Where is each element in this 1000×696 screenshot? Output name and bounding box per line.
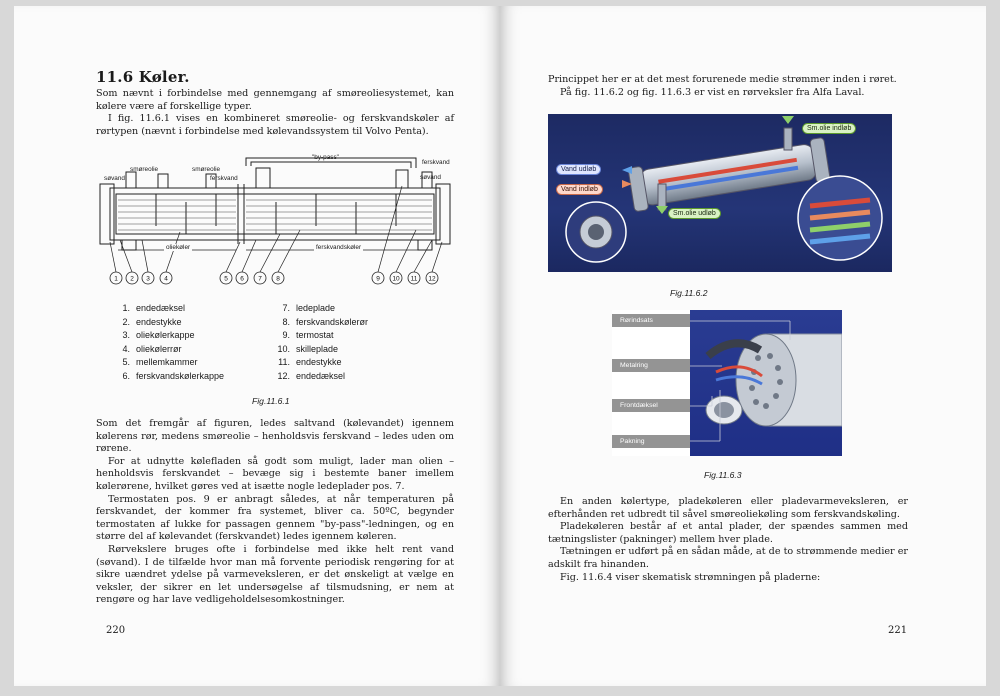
callout-label-5: 5: [224, 275, 228, 283]
figure-11-6-3: [612, 310, 842, 456]
list-item: 12. endedæksel: [277, 370, 346, 381]
body-paragraph-3: Termostaten pos. 9 er anbragt således, at når temperaturen på ferskvandet, der kommer fra systemet, bliver ca. 50ºC, begynder termostaten af lukke for passagen gennem "by-pass"-ledningen, og en større del af kølevandet (ferskvandet) ledes igennem køleren.: [96, 493, 454, 543]
callout-label-4: 4: [164, 275, 168, 283]
label-ferskvand-right: ferskvand: [422, 159, 450, 166]
left-intro: [96, 68, 454, 138]
callout-label-11: 11: [410, 275, 418, 283]
callout-label-10: 10: [392, 275, 400, 283]
list-item: 6. ferskvandskølerkappe: [122, 370, 225, 381]
section-heading: 11.6 Køler.: [96, 68, 190, 86]
cooler-schematic: [96, 154, 456, 292]
intro-paragraph-1: Som nævnt i forbindelse med gennemgang af smøreoliesystemet, kan kølere være af forskellige typer.: [96, 88, 454, 112]
label-oliekoler: oliekøler: [166, 244, 191, 251]
list-item: 8. ferskvandskølerør: [282, 316, 369, 327]
right-intro-paragraph-1: Princippet her er at det mest forurenede medie strømmer inden i røret.: [548, 74, 897, 85]
label-frontdaeksel: Frontdæksel: [612, 399, 690, 412]
label-by-pass: "by-pass": [312, 154, 339, 161]
left-body: [96, 418, 454, 607]
callout-label-1: 1: [114, 275, 118, 283]
right-body-paragraph-3: Tætningen er udført på en sådan måde, at de to strømmende medier er adskilt fra hinanden.: [548, 546, 908, 570]
right-body-paragraph-1: En anden kølertype, pladekøleren eller pladevarmeveksleren, er efterhånden ret udbredt til såvel smøreoliekøling som ferskvandskøling.: [548, 496, 908, 520]
right-page: [500, 6, 986, 686]
parts-list-col-1: [116, 302, 224, 383]
list-item: 5. mellemkammer: [122, 357, 198, 367]
body-paragraph-1: Som det fremgår af figuren, ledes saltvand (kølevandet) igennem kølerens rør, medens smøreolie – henholdsvis ferskvand – ledes uden om rørene.: [96, 418, 454, 455]
parts-list-col-2: [276, 302, 368, 383]
callout-label-2: 2: [130, 275, 134, 283]
list-item: 11. endestykke: [278, 357, 342, 367]
list-item: 3. oliekølerkappe: [122, 330, 195, 340]
callout-label-8: 8: [276, 275, 280, 283]
callout-label-7: 7: [258, 275, 262, 283]
intro-paragraph-2: I fig. 11.6.1 vises en kombineret smøreolie- og ferskvandskøler af rørtypen (nævnt i forbindelse med kølevandssystem til Volvo Penta).: [96, 113, 454, 137]
body-paragraph-2: For at udnytte kølefladen så godt som muligt, lader man olien – henholdsvis ferskvandet – bevæge sig i bestemte baner imellem kølerørene, hvilket gøres ved at isætte nogle ledeplader pos. 7.: [96, 455, 454, 492]
list-item: 7. ledeplade: [282, 303, 336, 313]
callout-label-9: 9: [376, 275, 380, 283]
list-item: 10. skilleplade: [277, 343, 339, 354]
label-rorindsats: Rørindsats: [612, 314, 690, 327]
figure-caption-11-6-2: Fig.11.6.2: [670, 288, 708, 298]
label-sovand-right: søvand: [420, 174, 441, 181]
tag-sm-olie-indlob: Sm.olie indløb: [802, 123, 856, 134]
right-intro: [548, 74, 908, 99]
right-body: [548, 496, 908, 584]
body-paragraph-4: Rørvekslere bruges ofte i forbindelse med ikke helt rent vand (søvand). I de tilfælde hvor man må forvente periodisk rengøring for at sikre uændret ydelse på varmeveksleren, er det ønskeligt at vælge en veksler, der sikrer en let undersøgelse af tilsmudsning, er nem at rengøre og har lave vedligeholdelsesomkostninger.: [96, 543, 454, 606]
list-item: 1. endedæksel: [122, 303, 186, 313]
book-spread: [14, 6, 986, 686]
label-ferskvandskoler: ferskvandskøler: [316, 244, 362, 251]
label-smoreolie-left: smøreolie: [130, 166, 159, 173]
list-item: 4. oliekølerrør: [122, 343, 182, 354]
left-page: [14, 6, 500, 686]
page-number-right: 221: [888, 625, 908, 636]
callout-label-12: 12: [428, 275, 436, 283]
right-intro-paragraph-2: På fig. 11.6.2 og fig. 11.6.3 er vist en rørveksler fra Alfa Laval.: [560, 86, 865, 98]
cooler-schematic-drawing: [96, 154, 456, 292]
label-sovand-left: søvand: [104, 175, 125, 182]
label-ferskvand-mid: ferskvand: [210, 175, 238, 182]
tag-sm-olie-udlob: Sm.olie udløb: [668, 208, 721, 219]
figure-caption-11-6-3: Fig.11.6.3: [704, 470, 742, 480]
list-item: 2. endestykke: [122, 316, 182, 327]
page-number-left: 220: [106, 625, 126, 636]
callout-label-3: 3: [146, 275, 150, 283]
label-smoreolie-mid: smøreolie: [192, 166, 221, 173]
figure-caption-11-6-1: Fig.11.6.1: [252, 396, 290, 406]
right-body-paragraph-4: Fig. 11.6.4 viser skematisk strømningen på pladerne:: [560, 571, 821, 583]
tag-vand-udlob: Vand udløb: [556, 164, 601, 175]
right-body-paragraph-2: Pladekøleren består af et antal plader, der spændes sammen med tætningslister (pakninger) mellem hver plade.: [548, 521, 908, 545]
label-pakning: Pakning: [612, 435, 690, 448]
list-item: 9. termostat: [282, 330, 334, 340]
label-metalring: Metalring: [612, 359, 690, 372]
figure-11-6-2: [548, 114, 892, 272]
tag-vand-indlob: Vand indløb: [556, 184, 603, 195]
callout-label-6: 6: [240, 275, 244, 283]
